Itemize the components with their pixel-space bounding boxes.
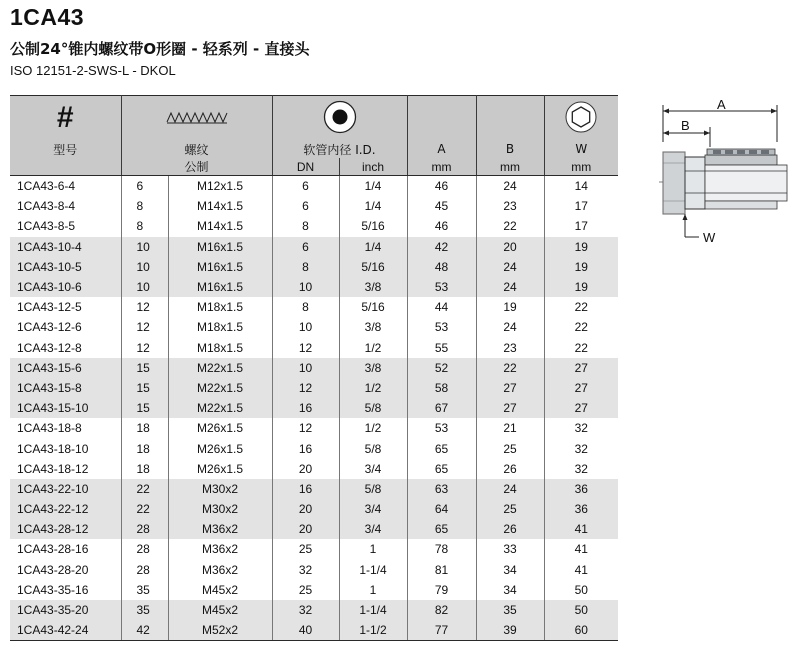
cell-w: 14 [574, 179, 588, 194]
thread-sub-label: 公制 [121, 158, 272, 176]
cell-b: 25 [476, 499, 544, 519]
cell-w: 22 [574, 320, 588, 335]
cell-a: 52 [407, 358, 476, 378]
table-row [10, 418, 618, 438]
thread-label: 螺纹 [121, 140, 272, 158]
page-title: 1CA43 [10, 4, 85, 30]
cell-part: 1CA43-10-6 [10, 277, 121, 297]
part-unit [10, 158, 121, 176]
page-subtitle: 公制24°锥内螺纹带O形圈 - 轻系列 - 直接头 [10, 40, 310, 58]
cell-thread: M16x1.5 [168, 237, 272, 257]
cell-b: 24 [476, 479, 544, 499]
cell-inch: 3/8 [339, 358, 407, 378]
cell-part: 1CA43-18-12 [10, 459, 121, 479]
a-header-top [407, 96, 476, 141]
cell-size: 10 [121, 257, 168, 277]
cell-w: 60 [544, 620, 618, 641]
cell-dn: 16 [272, 398, 339, 418]
cell-thread: M30x2 [168, 479, 272, 499]
cell-part: 1CA43-35-16 [10, 580, 121, 600]
table-row [10, 338, 618, 358]
cell-thread: M14x1.5 [168, 216, 272, 236]
cell-inch: 3/4 [339, 459, 407, 479]
cell-part: 1CA43-42-24 [10, 620, 121, 641]
cell-thread: M30x2 [168, 499, 272, 519]
table-row [10, 580, 618, 600]
cell-inch: 1/2 [339, 338, 407, 358]
cell-part: 1CA43-6-4 [10, 176, 121, 197]
cell-inch: 1/4 [339, 196, 407, 216]
cell-thread: M26x1.5 [168, 438, 272, 458]
cell-w: 50 [544, 600, 618, 620]
cell-a: 81 [407, 560, 476, 580]
cell-b: 27 [476, 398, 544, 418]
table-row [10, 237, 618, 257]
cell-b: 35 [476, 600, 544, 620]
fitting-dimension-diagram [655, 97, 795, 257]
cell-part: 1CA43-18-10 [10, 438, 121, 458]
cell-a: 65 [407, 459, 476, 479]
cell-size: 10 [121, 277, 168, 297]
cell-dn: 10 [272, 317, 339, 337]
cell-b: 21 [476, 418, 544, 438]
cell-dn: 25 [272, 539, 339, 559]
hexagon-icon [565, 122, 597, 136]
cell-part: 1CA43-10-4 [10, 237, 121, 257]
cell-part: 1CA43-10-5 [10, 257, 121, 277]
table-row [10, 438, 618, 458]
cell-a: 53 [407, 317, 476, 337]
cell-a: 82 [407, 600, 476, 620]
cell-a: 45 [407, 196, 476, 216]
cell-thread: M16x1.5 [168, 277, 272, 297]
table-row [10, 176, 618, 197]
cell-a: 79 [407, 580, 476, 600]
cell-part: 1CA43-28-16 [10, 539, 121, 559]
cell-w: 41 [574, 542, 588, 557]
cell-b: 34 [476, 580, 544, 600]
cell-inch: 5/8 [339, 398, 407, 418]
cell-b: 24 [476, 257, 544, 277]
cell-thread: M26x1.5 [168, 418, 272, 438]
table-row [10, 499, 618, 519]
cell-inch: 1-1/4 [339, 600, 407, 620]
cell-dn: 8 [272, 297, 339, 317]
cell-part: 1CA43-12-6 [10, 317, 121, 337]
cell-thread: M16x1.5 [168, 257, 272, 277]
cell-dn: 10 [272, 358, 339, 378]
cell-inch: 1/2 [339, 418, 407, 438]
cell-b: 24 [476, 176, 544, 197]
cell-inch: 3/8 [339, 317, 407, 337]
cell-inch: 1/2 [339, 378, 407, 398]
table-row [10, 479, 618, 499]
table-row [10, 600, 618, 620]
part-label: 型号 [10, 140, 121, 158]
dn-label: DN [272, 158, 339, 176]
cell-thread: M14x1.5 [168, 196, 272, 216]
cell-thread: M26x1.5 [168, 459, 272, 479]
cell-a: 65 [407, 519, 476, 539]
cell-inch: 1 [339, 539, 407, 559]
part-header [10, 96, 121, 141]
cell-inch: 5/16 [339, 216, 407, 236]
hose-cross-section-icon [323, 123, 357, 137]
cell-dn: 6 [272, 196, 339, 216]
cell-thread: M12x1.5 [168, 176, 272, 197]
cell-thread: M36x2 [168, 519, 272, 539]
cell-a: 67 [407, 398, 476, 418]
cell-inch: 5/8 [339, 438, 407, 458]
cell-part: 1CA43-12-5 [10, 297, 121, 317]
table-row [10, 459, 618, 479]
cell-inch: 1-1/4 [339, 560, 407, 580]
cell-inch: 3/4 [339, 499, 407, 519]
cell-b: 27 [476, 378, 544, 398]
table-row [10, 358, 618, 378]
cell-b: 39 [476, 620, 544, 641]
cell-dn: 16 [272, 479, 339, 499]
w-header-top [544, 96, 618, 141]
cell-w: 22 [574, 300, 588, 315]
cell-dn: 20 [272, 499, 339, 519]
cell-w: 19 [544, 277, 618, 297]
cell-b: 23 [476, 196, 544, 216]
cell-dn: 6 [272, 237, 339, 257]
table-row [10, 560, 618, 580]
dimension-w-label: W [703, 230, 716, 245]
cell-w: 27 [544, 358, 618, 378]
cell-a: 46 [407, 176, 476, 197]
cell-b: 33 [476, 539, 544, 559]
cell-part: 1CA43-28-20 [10, 560, 121, 580]
cell-part: 1CA43-22-10 [10, 479, 121, 499]
cell-dn: 25 [272, 580, 339, 600]
b-header-top [476, 96, 544, 141]
cell-dn: 32 [272, 600, 339, 620]
cell-part: 1CA43-18-8 [10, 418, 121, 438]
cell-part: 1CA43-8-5 [10, 216, 121, 236]
a-label: A [407, 140, 476, 158]
spec-table [10, 95, 618, 641]
cell-size: 35 [121, 600, 168, 620]
cell-size: 15 [121, 398, 168, 418]
cell-inch: 1 [339, 580, 407, 600]
cell-a: 53 [407, 277, 476, 297]
cell-thread: M36x2 [168, 539, 272, 559]
cell-size: 12 [121, 317, 168, 337]
cell-w: 27 [544, 398, 618, 418]
table-row [10, 620, 618, 641]
cell-b: 22 [476, 216, 544, 236]
cell-w: 27 [544, 378, 618, 398]
cell-size: 18 [121, 459, 168, 479]
cell-size: 15 [121, 358, 168, 378]
table-row [10, 216, 618, 236]
cell-dn: 12 [272, 338, 339, 358]
cell-a: 65 [407, 438, 476, 458]
cell-b: 23 [476, 338, 544, 358]
cell-w: 41 [544, 519, 618, 539]
cell-thread: M18x1.5 [168, 297, 272, 317]
a-unit: mm [407, 158, 476, 176]
cell-a: 44 [407, 297, 476, 317]
cell-dn: 12 [272, 418, 339, 438]
cell-thread: M18x1.5 [168, 338, 272, 358]
cell-a: 48 [407, 257, 476, 277]
table-row [10, 378, 618, 398]
cell-inch: 3/8 [339, 277, 407, 297]
cell-inch: 3/4 [339, 519, 407, 539]
thread-header [121, 96, 272, 141]
cell-w: 17 [574, 199, 588, 214]
cell-part: 1CA43-35-20 [10, 600, 121, 620]
cell-w: 36 [544, 499, 618, 519]
thread-profile-icon [166, 113, 228, 127]
cell-b: 25 [476, 438, 544, 458]
cell-size: 28 [121, 519, 168, 539]
cell-thread: M36x2 [168, 560, 272, 580]
cell-part: 1CA43-15-8 [10, 378, 121, 398]
cell-w: 19 [544, 237, 618, 257]
cell-dn: 20 [272, 519, 339, 539]
cell-b: 19 [476, 297, 544, 317]
cell-a: 46 [407, 216, 476, 236]
table-row [10, 519, 618, 539]
cell-dn: 32 [272, 560, 339, 580]
inch-label: inch [339, 158, 407, 176]
cell-b: 34 [476, 560, 544, 580]
cell-dn: 20 [272, 459, 339, 479]
cell-b: 26 [476, 519, 544, 539]
cell-a: 55 [407, 338, 476, 358]
cell-inch: 1-1/2 [339, 620, 407, 641]
dimension-a-label: A [717, 97, 726, 112]
cell-inch: 1/4 [339, 237, 407, 257]
cell-w: 36 [544, 479, 618, 499]
cell-w: 19 [544, 257, 618, 277]
cell-w: 32 [574, 461, 588, 476]
cell-part: 1CA43-22-12 [10, 499, 121, 519]
cell-inch: 1/4 [339, 176, 407, 197]
cell-thread: M52x2 [168, 620, 272, 641]
cell-part: 1CA43-15-6 [10, 358, 121, 378]
cell-dn: 8 [272, 257, 339, 277]
cell-a: 53 [407, 418, 476, 438]
cell-dn: 40 [272, 620, 339, 641]
cell-dn: 6 [272, 176, 339, 197]
cell-thread: M45x2 [168, 580, 272, 600]
cell-w: 22 [574, 340, 588, 355]
cell-thread: M22x1.5 [168, 358, 272, 378]
cell-a: 42 [407, 237, 476, 257]
cell-b: 26 [476, 459, 544, 479]
b-unit: mm [476, 158, 544, 176]
cell-thread: M22x1.5 [168, 378, 272, 398]
cell-size: 18 [121, 438, 168, 458]
cell-dn: 12 [272, 378, 339, 398]
cell-b: 20 [476, 237, 544, 257]
cell-dn: 8 [272, 216, 339, 236]
cell-size: 22 [121, 499, 168, 519]
w-label: W [544, 140, 618, 158]
cell-b: 22 [476, 358, 544, 378]
cell-w: 17 [574, 219, 588, 234]
table-row [10, 398, 618, 418]
cell-dn: 10 [272, 277, 339, 297]
cell-w: 50 [574, 582, 588, 597]
part-symbol: # [56, 101, 74, 134]
hose-id-header [272, 96, 407, 141]
cell-size: 22 [121, 479, 168, 499]
cell-w: 32 [574, 421, 588, 436]
cell-w: 41 [574, 562, 588, 577]
standard-reference: ISO 12151-2-SWS-L - DKOL [10, 63, 176, 78]
cell-a: 64 [407, 499, 476, 519]
cell-a: 77 [407, 620, 476, 641]
cell-size: 6 [121, 176, 168, 197]
cell-size: 8 [121, 216, 168, 236]
table-row [10, 539, 618, 559]
b-label: B [476, 140, 544, 158]
cell-inch: 5/8 [339, 479, 407, 499]
cell-part: 1CA43-28-12 [10, 519, 121, 539]
w-unit: mm [544, 158, 618, 176]
cell-size: 28 [121, 560, 168, 580]
cell-size: 8 [121, 196, 168, 216]
cell-b: 24 [476, 277, 544, 297]
cell-dn: 16 [272, 438, 339, 458]
cell-inch: 5/16 [339, 257, 407, 277]
cell-b: 24 [476, 317, 544, 337]
cell-part: 1CA43-8-4 [10, 196, 121, 216]
cell-size: 28 [121, 539, 168, 559]
table-row [10, 277, 618, 297]
cell-size: 35 [121, 580, 168, 600]
cell-a: 58 [407, 378, 476, 398]
cell-size: 15 [121, 378, 168, 398]
table-row [10, 196, 618, 216]
table-row [10, 257, 618, 277]
cell-thread: M22x1.5 [168, 398, 272, 418]
dimension-b-label: B [681, 118, 690, 133]
table-row [10, 297, 618, 317]
cell-a: 63 [407, 479, 476, 499]
cell-thread: M45x2 [168, 600, 272, 620]
cell-size: 12 [121, 338, 168, 358]
cell-size: 10 [121, 237, 168, 257]
table-row [10, 317, 618, 337]
cell-inch: 5/16 [339, 297, 407, 317]
cell-size: 42 [121, 620, 168, 641]
cell-w: 32 [574, 441, 588, 456]
cell-part: 1CA43-12-8 [10, 338, 121, 358]
hose-id-label: 软管内径 I.D. [272, 140, 407, 158]
cell-thread: M18x1.5 [168, 317, 272, 337]
cell-size: 12 [121, 297, 168, 317]
cell-size: 18 [121, 418, 168, 438]
cell-a: 78 [407, 539, 476, 559]
cell-part: 1CA43-15-10 [10, 398, 121, 418]
